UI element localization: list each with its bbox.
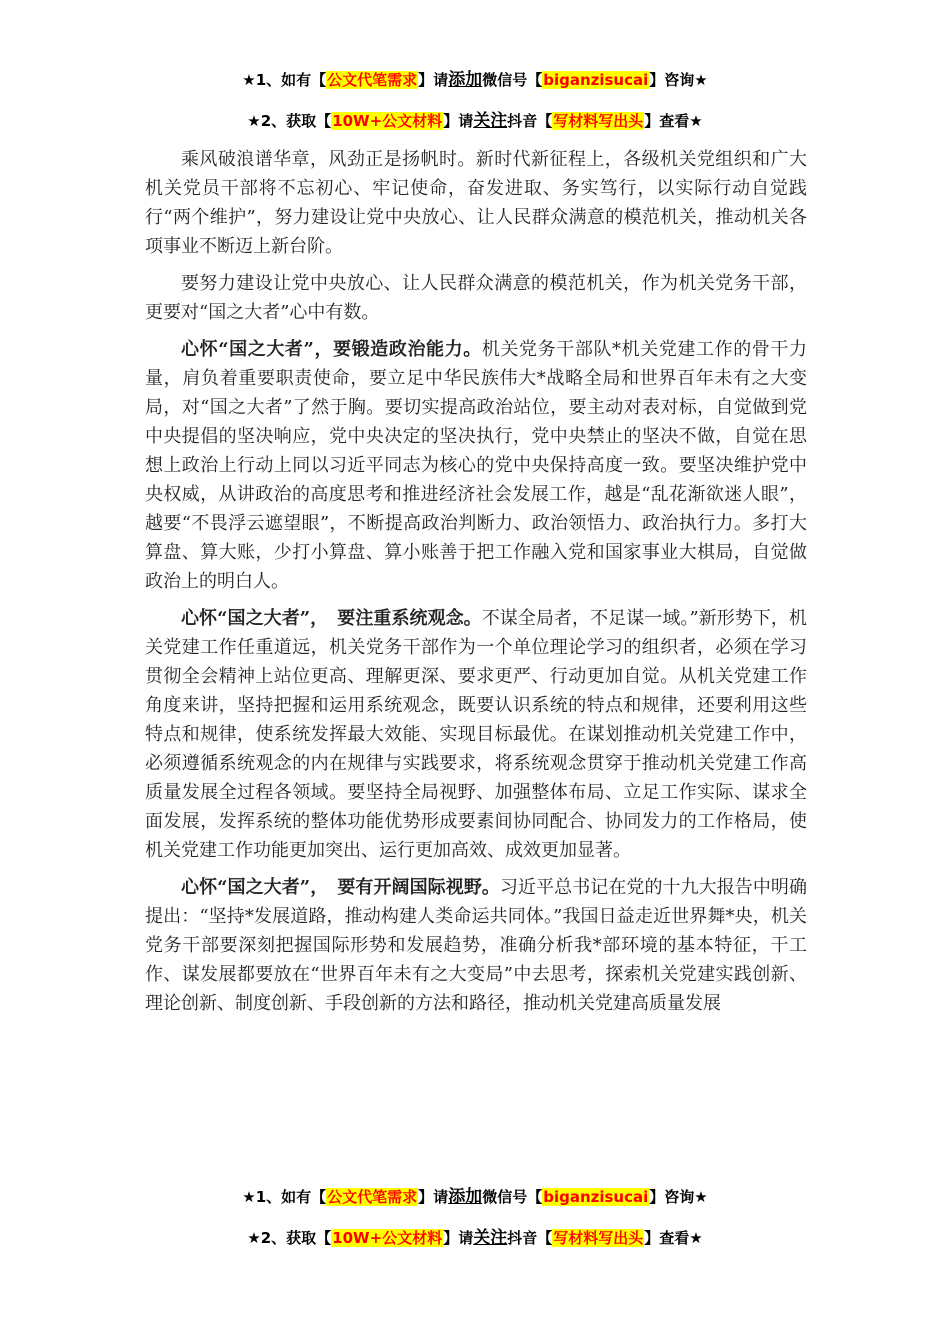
footer-ad-2-mid2: 抖音【 [507,1229,553,1247]
footer-ad-1-prefix: ★1、如有【 [242,1188,327,1206]
footer-ad-1-mid2: 微信号【 [482,1188,543,1206]
paragraph-text: 不谋全局者，不足谋一域。”新形势下，机关党建工作任重道远，机关党务干部作为一个单位理论学习的组织者，必须在学习贯彻全会精神上站位更高、理解更深、要求更严、行动更加自觉。从机关党建工作角度来讲，坚持把握和运用系统观念，既要认识系统的特点和规律，还要利用这些特点和规律，使系统发挥最大效能、实现目标最优。在谋划推动机关党建工作中，必须遵循系统观念的内在规律与实践要求，将系统观念贯穿于推动机关党建工作高质量发展全过程各领域。要坚持全局视野、加强整体布局、立足工作实际、谋求全面发展，发挥系统的整体功能优势形成要素间协同配合、协同发力的工作格局，使机关党建工作功能更加突出、运行更加高效、成效更加显著。 [145,608,807,861]
footer-ad-2-highlight: 10W+公文材料 [332,1229,443,1247]
header-ad-1-mid2: 微信号【 [482,71,543,89]
document-body [145,145,807,1026]
header-ad-2-mid2: 抖音【 [507,112,553,130]
footer-ad-2-suffix: 】查看★ [644,1229,703,1247]
paragraph-text: 乘风破浪谱华章，风劲正是扬帆时。新时代新征程上，各级机关党组织和广大机关党员干部将不忘初心、牢记使命，奋发进取、务实笃行，以实际行动自觉践行“两个维护”，努力建设让党中央放心、让人民群众满意的模范机关，推动机关各项事业不断迈上新台阶。 [145,149,807,257]
header-ad-1-suffix: 】咨询★ [649,71,708,89]
header-ad-1-wechat-id: biganzisucai [543,71,649,89]
paragraph [145,873,807,1018]
header-ad-2-douyin-id: 写材料写出头 [553,112,644,130]
paragraph-lead: 心怀“国之大者”， 要有开阔国际视野。 [181,877,500,898]
header-ad-2-mid: 】请 [443,112,474,130]
header-ad-2-suffix: 】查看★ [644,112,703,130]
footer-ad-1-wechat-id: biganzisucai [543,1188,649,1206]
paragraph-text: 习近平总书记在党的十九大报告中明确提出：“坚持*发展道路，推动构建人类命运共同体。”我国日益走近世界舞*央，机关党务干部要深刻把握国际形势和发展趋势，准确分析我*部环境的基本特征，干工作、谋发展都要放在“世界百年未有之大变局”中去思考，探索机关党建实践创新、理论创新、制度创新、手段创新的方法和路径，推动机关党建高质量发展 [145,877,807,1014]
header-ad-2-highlight: 10W+公文材料 [332,112,443,130]
header-ad-line-1 [0,70,950,90]
header-ad-1-mid: 】请 [418,71,449,89]
footer-ad-line-2 [0,1228,950,1248]
paragraph-lead: 心怀“国之大者”， 要注重系统观念。 [181,608,482,629]
footer-ad-2-prefix: ★2、获取【 [247,1229,332,1247]
footer-ad-2-douyin-id: 写材料写出头 [553,1229,644,1247]
footer-ad-2-mid: 】请 [443,1229,474,1247]
footer-ad-1-highlight: 公文代笔需求 [327,1188,418,1206]
paragraph-text: 要努力建设让党中央放心、让人民群众满意的模范机关，作为机关党务干部，更要对“国之大者”心中有数。 [145,273,807,323]
paragraph-text: 机关党务干部队*机关党建工作的骨干力量，肩负着重要职责使命，要立足中华民族伟大*战略全局和世界百年未有之大变局，对“国之大者”了然于胸。要切实提高政治站位，要主动对表对标，自觉做到党中央提倡的坚决响应，党中央决定的坚决执行，党中央禁止的坚决不做，自觉在思想上政治上行动上同以习近平同志为核心的党中央保持高度一致。要坚决维护党中央权威，从讲政治的高度思考和推进经济社会发展工作，越是“乱花渐欲迷人眼”，越要“不畏浮云遮望眼”，不断提高政治判断力、政治领悟力、政治执行力。多打大算盘、算大账，少打小算盘、算小账善于把工作融入党和国家事业大棋局，自觉做政治上的明白人。 [145,339,807,592]
footer-ad-1-underlined: 添加 [448,1187,483,1207]
footer-ad-1-suffix: 】咨询★ [649,1188,708,1206]
footer-ad-1-mid: 】请 [418,1188,449,1206]
paragraph [145,604,807,865]
header-ad-2-underlined: 关注 [473,111,508,131]
footer-ad-line-1 [0,1187,950,1207]
paragraph-lead: 心怀“国之大者”，要锻造政治能力。 [181,339,482,360]
footer-ad-2-underlined: 关注 [473,1228,508,1248]
header-ad-line-2 [0,111,950,131]
header-ad-1-prefix: ★1、如有【 [242,71,327,89]
paragraph [145,335,807,596]
paragraph [145,269,807,327]
header-ad-1-highlight: 公文代笔需求 [327,71,418,89]
header-ad-1-underlined: 添加 [448,70,483,90]
header-ad-2-prefix: ★2、获取【 [247,112,332,130]
paragraph [145,145,807,261]
